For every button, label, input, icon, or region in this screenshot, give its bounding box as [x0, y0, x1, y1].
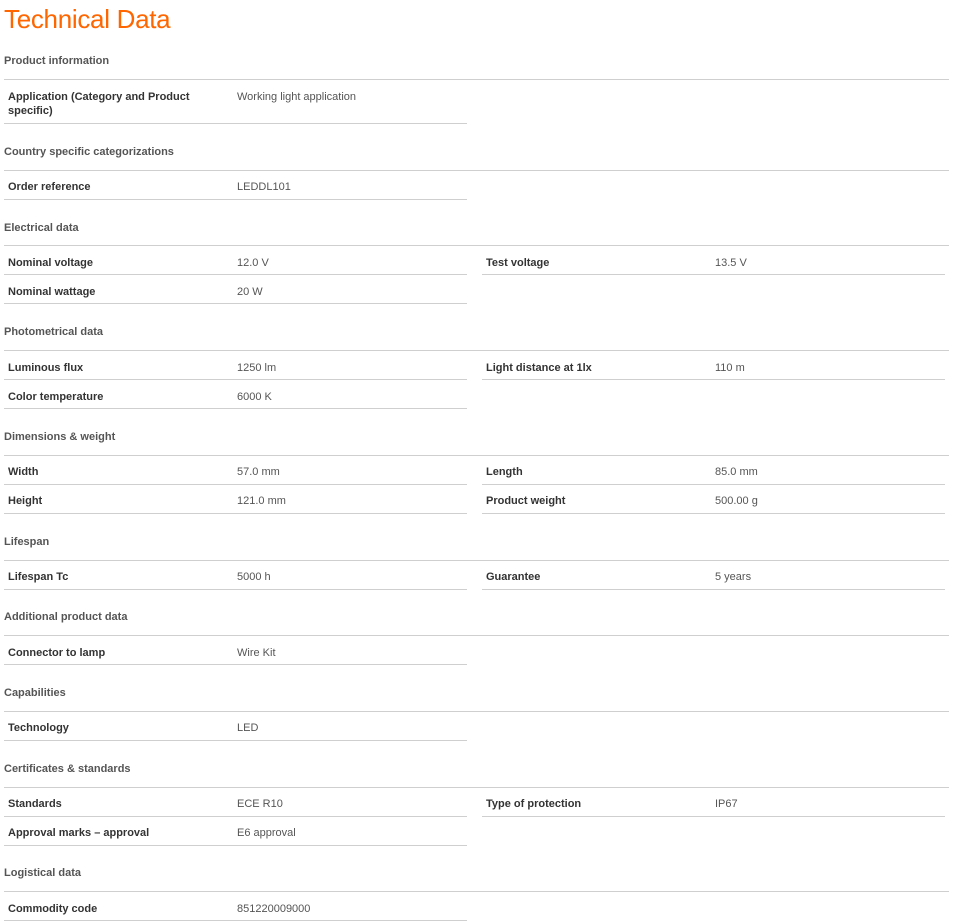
spec-row-application	[4, 80, 467, 124]
spec-value: 500.00 g	[715, 495, 758, 507]
spec-label: Color temperature	[8, 391, 104, 403]
spec-label: Nominal wattage	[8, 286, 96, 298]
spec-label: Application (Category and Product specific)	[8, 91, 190, 117]
spec-label: Light distance at 1lx	[486, 362, 592, 374]
spec-value: 110 m	[715, 362, 745, 374]
spec-label: Commodity code	[8, 903, 98, 915]
spec-label: Product weight	[486, 495, 566, 507]
spec-value: 1250 lm	[237, 362, 277, 374]
spec-label: Length	[486, 466, 523, 478]
spec-row-nominal-wattage	[4, 275, 467, 304]
spec-value: 20 W	[237, 286, 263, 298]
section-title-certificates-standards: Certificates & standards	[4, 763, 131, 775]
spec-label: Width	[8, 466, 39, 478]
section-title-electrical-data: Electrical data	[4, 222, 79, 234]
section-title-photometrical-data: Photometrical data	[4, 326, 104, 338]
spec-row-luminous-flux	[4, 351, 467, 380]
spec-row-commodity-code	[4, 892, 467, 921]
spec-row-light-distance	[482, 351, 945, 380]
spec-value: 851220009000	[237, 903, 311, 915]
section-title-additional-product-data: Additional product data	[4, 611, 128, 623]
spec-row-guarantee	[482, 561, 945, 590]
section-title-lifespan: Lifespan	[4, 536, 50, 548]
spec-row-approval-marks	[4, 817, 467, 846]
spec-row-height	[4, 485, 467, 514]
spec-row-test-voltage	[482, 246, 945, 275]
section-title-dimensions-weight: Dimensions & weight	[4, 431, 116, 443]
section-title-country-categorizations: Country specific categorizations	[4, 146, 174, 158]
spec-label: Approval marks – approval	[8, 827, 150, 839]
spec-label: Height	[8, 495, 43, 507]
spec-value: IP67	[715, 798, 738, 810]
spec-label: Luminous flux	[8, 362, 84, 374]
spec-label: Lifespan Tc	[8, 571, 69, 583]
spec-row-type-of-protection	[482, 788, 945, 817]
spec-label: Nominal voltage	[8, 257, 93, 269]
spec-row-order-reference	[4, 171, 467, 200]
spec-label: Standards	[8, 798, 62, 810]
spec-label: Order reference	[8, 181, 91, 193]
spec-label: Guarantee	[486, 571, 541, 583]
spec-row-standards	[4, 788, 467, 817]
spec-row-product-weight	[482, 485, 945, 514]
spec-value: LEDDL101	[237, 181, 291, 193]
spec-row-connector-to-lamp	[4, 636, 467, 665]
spec-value: 85.0 mm	[715, 466, 758, 478]
spec-label: Connector to lamp	[8, 647, 106, 659]
spec-row-lifespan-tc	[4, 561, 467, 590]
spec-value: 5 years	[715, 571, 752, 583]
spec-value: 121.0 mm	[237, 495, 286, 507]
spec-label: Type of protection	[486, 798, 582, 810]
spec-value: Wire Kit	[237, 647, 276, 659]
section-title-logistical-data: Logistical data	[4, 867, 82, 879]
spec-value: Working light application	[237, 91, 357, 103]
spec-value: 13.5 V	[715, 257, 747, 269]
spec-label: Test voltage	[486, 257, 550, 269]
spec-row-nominal-voltage	[4, 246, 467, 275]
spec-row-length	[482, 456, 945, 485]
spec-value: 57.0 mm	[237, 466, 280, 478]
spec-value: 12.0 V	[237, 257, 269, 269]
spec-value: ECE R10	[237, 798, 283, 810]
section-title-capabilities: Capabilities	[4, 687, 66, 699]
section-title-product-information: Product information	[4, 55, 110, 67]
page-title: Technical Data	[4, 4, 171, 34]
spec-value: 5000 h	[237, 571, 271, 583]
spec-value: 6000 K	[237, 391, 272, 403]
spec-value: LED	[237, 722, 259, 734]
spec-value: E6 approval	[237, 827, 296, 839]
spec-label: Technology	[8, 722, 69, 734]
spec-row-technology	[4, 712, 467, 741]
spec-row-color-temperature	[4, 380, 467, 409]
spec-row-width	[4, 456, 467, 485]
